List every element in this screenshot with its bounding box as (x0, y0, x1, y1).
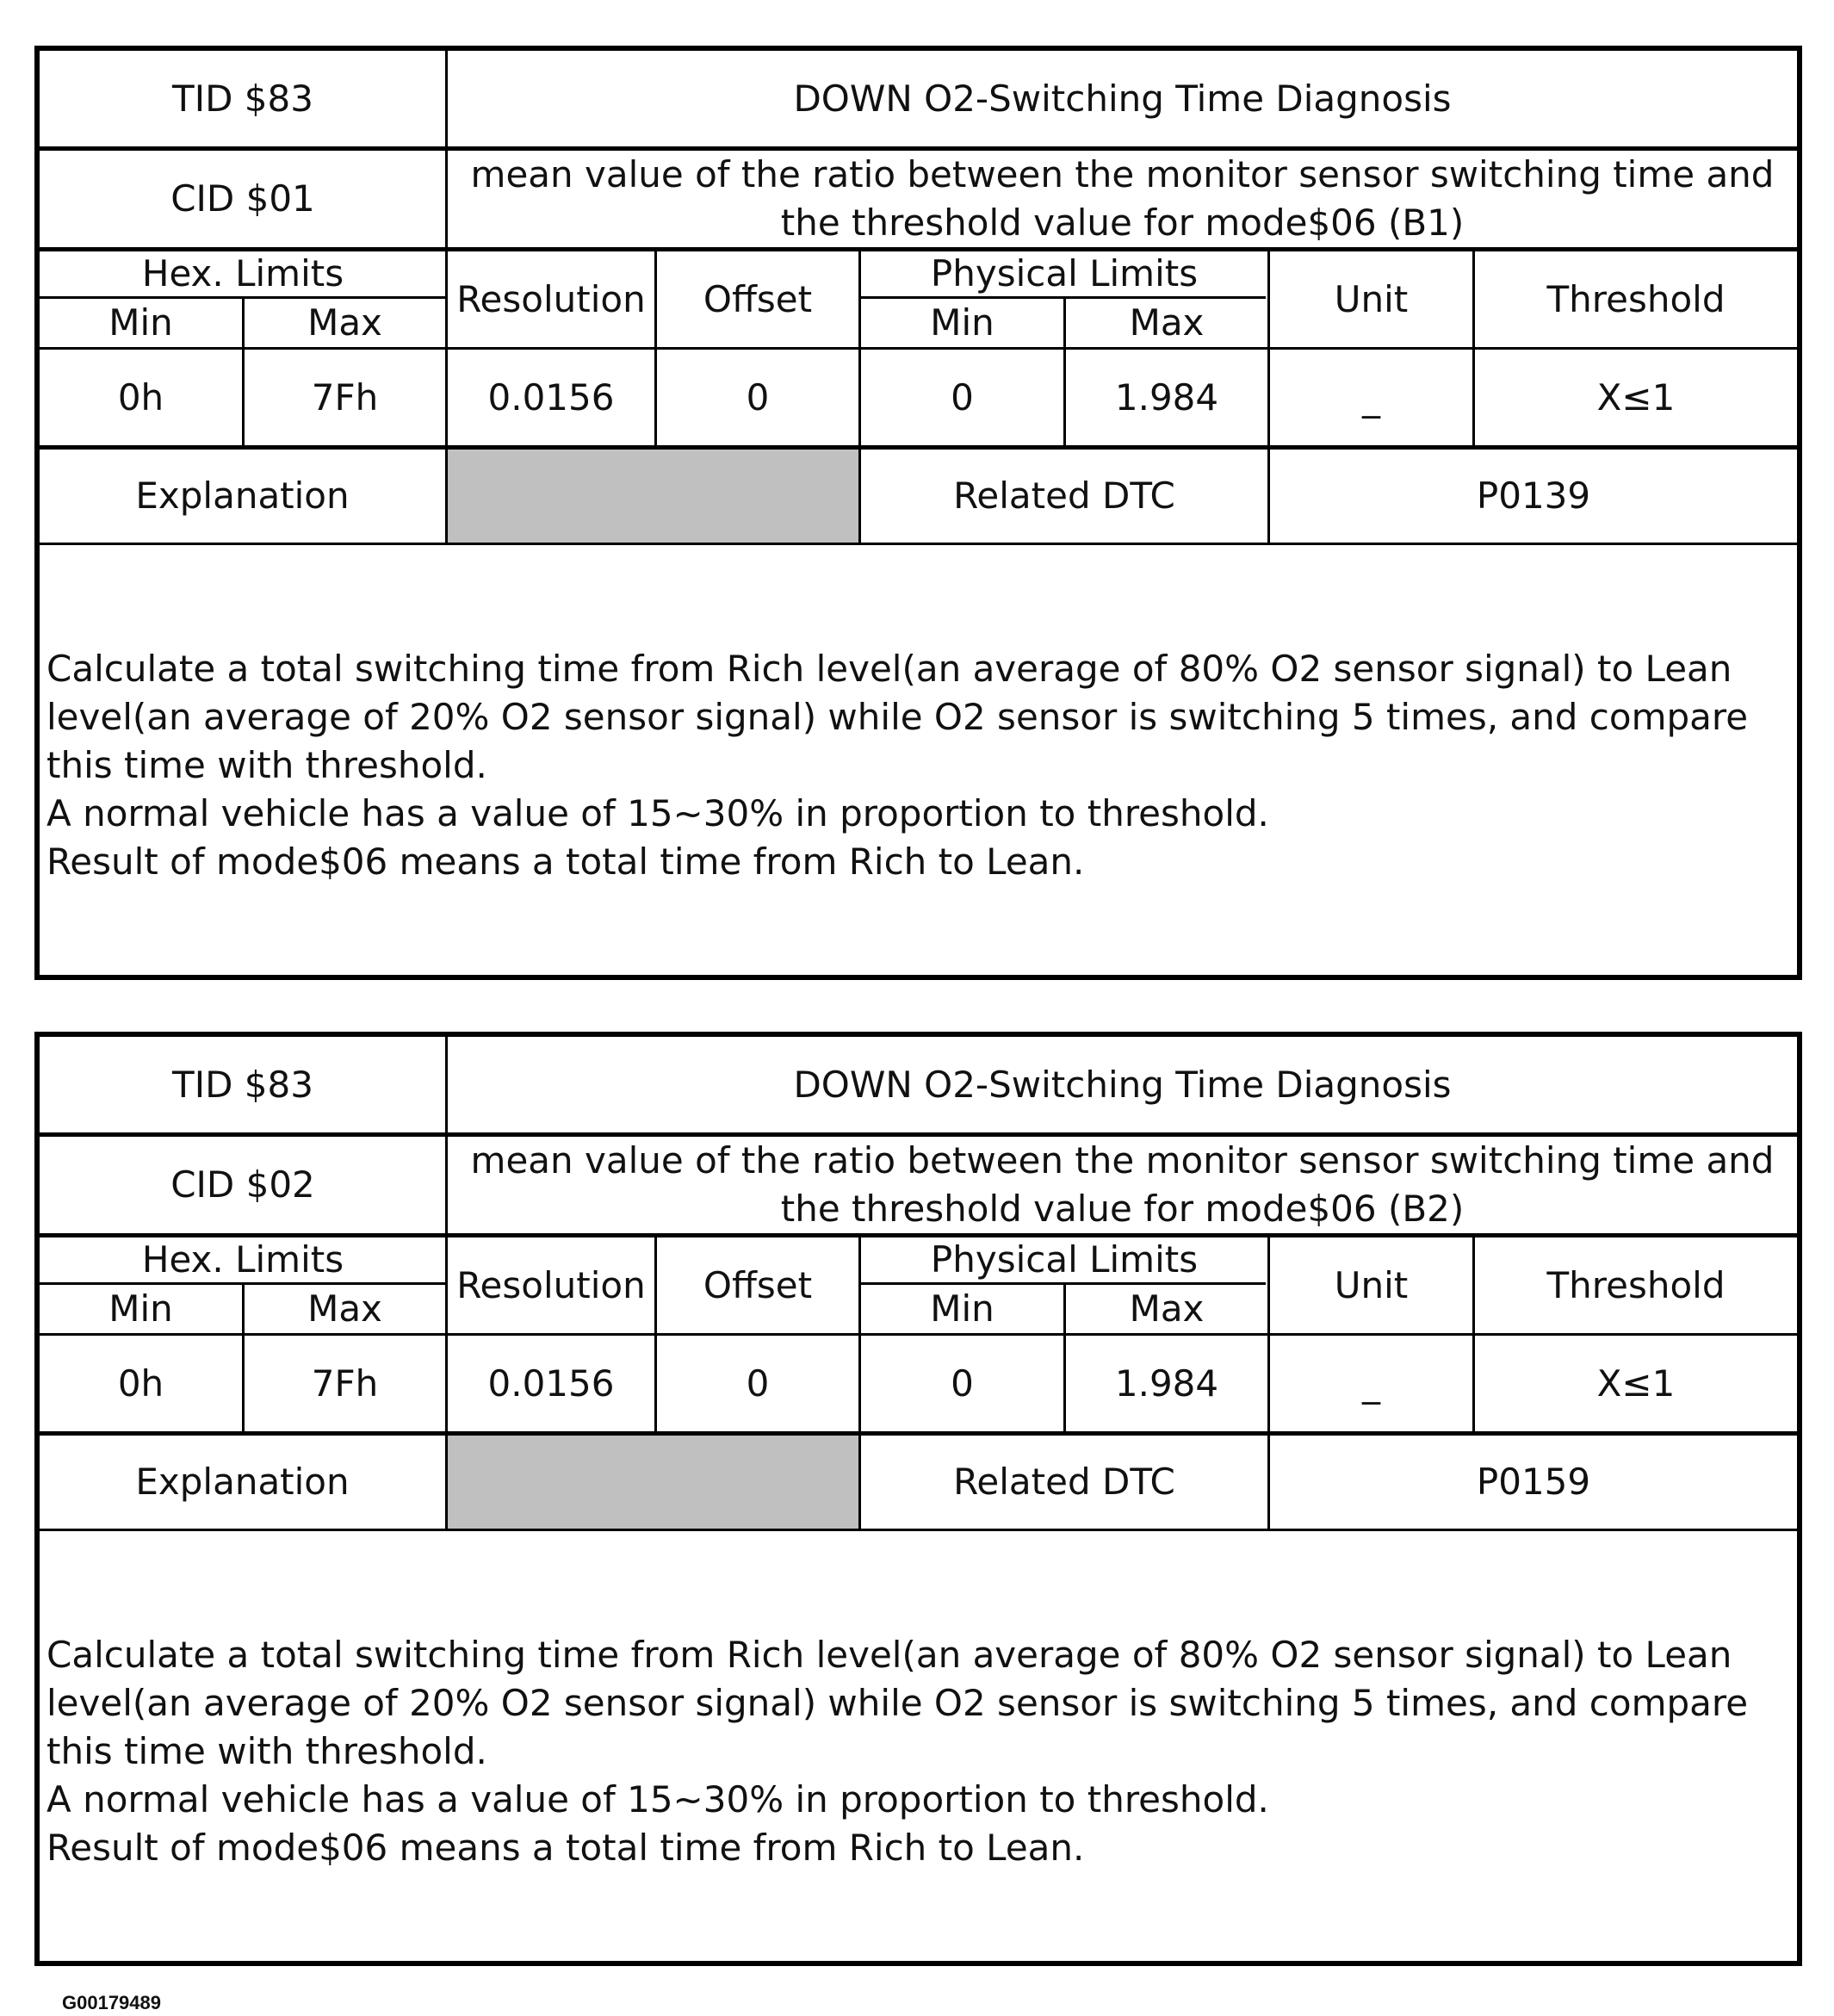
explanation-text (46, 1631, 1790, 1872)
explanation-line: level(an average of 20% O2 sensor signal) while O2 sensor is switching 5 times, and compare (46, 1682, 1749, 1724)
explanation-line: Calculate a total switching time from Rich level(an average of 80% O2 sensor signal) to Lean (46, 648, 1732, 690)
unit-header: Unit (1334, 277, 1409, 320)
related-dtc-value: P0139 (1476, 475, 1591, 517)
hex-limits-header: Hex. Limits (141, 252, 344, 295)
related-dtc-label: Related DTC (953, 475, 1175, 517)
phys-min-value: 0 (951, 375, 974, 419)
phys-min-header: Min (930, 301, 994, 344)
explanation-line: this time with threshold. (46, 1730, 487, 1772)
tid-cell: TID $83 (172, 1063, 313, 1106)
hex-max-header: Max (307, 1287, 382, 1330)
cid-description (448, 1137, 1797, 1233)
resolution-header: Resolution (456, 277, 646, 320)
hex-min-value: 0h (117, 375, 164, 419)
cid-description-line2: the threshold value for mode$06 (B1) (780, 202, 1465, 244)
threshold-header: Threshold (1546, 1263, 1726, 1306)
diagnosis-table-b2 (34, 1032, 1802, 1966)
test-title: DOWN O2-Switching Time Diagnosis (793, 77, 1452, 120)
threshold-value: X≤1 (1596, 375, 1676, 419)
offset-value: 0 (746, 1362, 770, 1405)
cid-description (448, 151, 1797, 247)
explanation-line: A normal vehicle has a value of 15~30% in proportion to threshold. (46, 1778, 1269, 1821)
phys-max-header: Max (1129, 1287, 1205, 1330)
unit-value: _ (1362, 1362, 1380, 1405)
tid-cell: TID $83 (172, 77, 313, 120)
phys-max-value: 1.984 (1114, 375, 1219, 419)
phys-min-value: 0 (951, 1362, 974, 1405)
offset-header: Offset (703, 277, 813, 320)
hex-min-header: Min (108, 1287, 173, 1330)
related-dtc-value: P0159 (1476, 1461, 1591, 1503)
test-title: DOWN O2-Switching Time Diagnosis (793, 1063, 1452, 1106)
cid-cell: CID $02 (170, 1163, 315, 1206)
phys-max-header: Max (1129, 301, 1205, 344)
resolution-value: 0.0156 (487, 1362, 615, 1405)
explanation-label: Explanation (135, 475, 350, 517)
threshold-header: Threshold (1546, 277, 1726, 320)
explanation-shaded-cell (448, 450, 858, 543)
threshold-value: X≤1 (1596, 1362, 1676, 1405)
resolution-value: 0.0156 (487, 375, 615, 419)
phys-min-header: Min (930, 1287, 994, 1330)
cid-description-line1: mean value of the ratio between the monitor sensor switching time and (470, 1139, 1775, 1182)
explanation-shaded-cell (448, 1436, 858, 1529)
hex-max-header: Max (307, 301, 382, 344)
offset-value: 0 (746, 375, 770, 419)
explanation-line: A normal vehicle has a value of 15~30% in proportion to threshold. (46, 792, 1269, 834)
explanation-text (46, 645, 1790, 886)
hex-max-value: 7Fh (311, 1362, 379, 1405)
hex-max-value: 7Fh (311, 375, 379, 419)
unit-header: Unit (1334, 1263, 1409, 1306)
figure-id: G00179489 (62, 1992, 161, 2013)
related-dtc-label: Related DTC (953, 1461, 1175, 1503)
explanation-line: this time with threshold. (46, 744, 487, 786)
resolution-header: Resolution (456, 1263, 646, 1306)
explanation-line: Calculate a total switching time from Rich level(an average of 80% O2 sensor signal) to Lean (46, 1634, 1732, 1676)
explanation-line: Result of mode$06 means a total time from Rich to Lean. (46, 1827, 1085, 1869)
explanation-label: Explanation (135, 1461, 350, 1503)
explanation-line: Result of mode$06 means a total time from Rich to Lean. (46, 841, 1085, 883)
hex-min-value: 0h (117, 1362, 164, 1405)
hex-limits-header: Hex. Limits (141, 1238, 344, 1281)
cid-cell: CID $01 (170, 177, 315, 220)
diagnosis-table-b1 (34, 46, 1802, 980)
phys-max-value: 1.984 (1114, 1362, 1219, 1405)
physical-limits-header: Physical Limits (930, 1238, 1199, 1281)
physical-limits-header: Physical Limits (930, 252, 1199, 295)
hex-min-header: Min (108, 301, 173, 344)
offset-header: Offset (703, 1263, 813, 1306)
cid-description-line2: the threshold value for mode$06 (B2) (780, 1188, 1465, 1230)
cid-description-line1: mean value of the ratio between the monitor sensor switching time and (470, 153, 1775, 195)
unit-value: _ (1362, 375, 1380, 419)
explanation-line: level(an average of 20% O2 sensor signal) while O2 sensor is switching 5 times, and compare (46, 696, 1749, 738)
